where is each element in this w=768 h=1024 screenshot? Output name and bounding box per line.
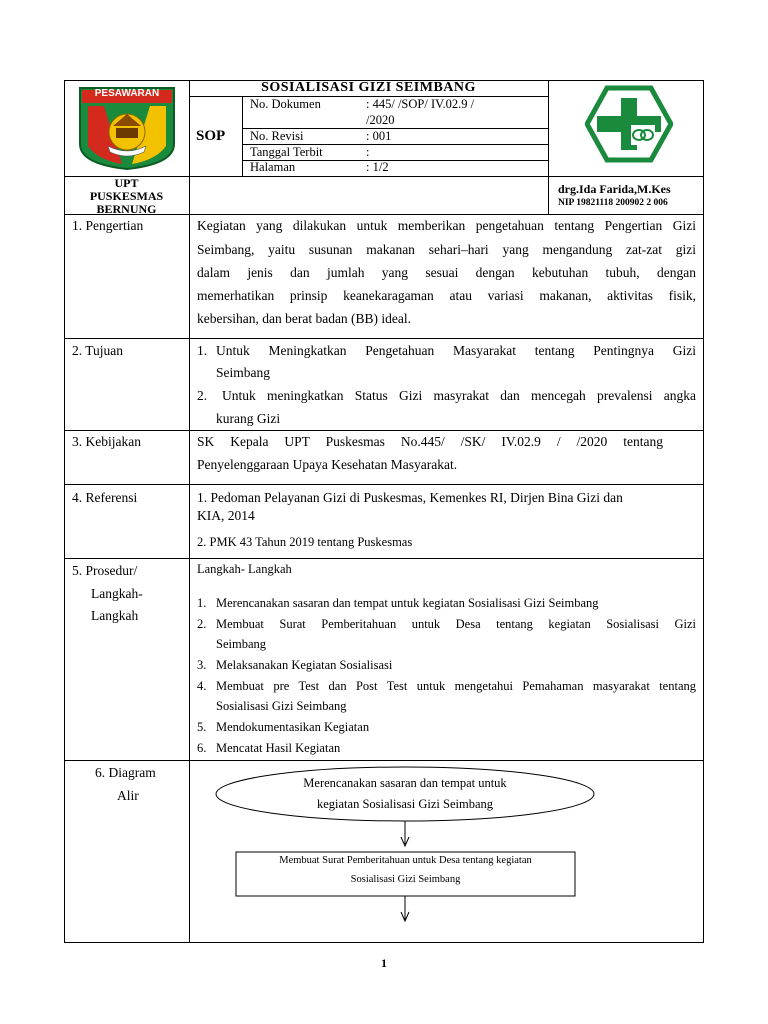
field-value-no-dokumen: : 445/ /SOP/ IV.02.9 / (366, 97, 475, 111)
sop-label: SOP (196, 128, 226, 144)
prosedur-step-2-line-1: Membuat Surat Pemberitahuan untuk Desa tentang kegiatan Sosialisasi Gizi (216, 617, 696, 631)
label-referensi: 4. Referensi (72, 490, 138, 505)
field-label-tanggal-terbit: Tanggal Terbit (250, 145, 323, 159)
pengertian-line-1: Kegiatan yang dilakukan untuk memberikan pengetahuan tentang Pengertian Gizi (197, 218, 696, 233)
label-pengertian: 1. Pengertian (72, 218, 144, 233)
tujuan-item-2-line-2: kurang Gizi (216, 411, 281, 426)
tujuan-item-1-line-2: Seimbang (216, 365, 270, 380)
flow-node-1-line-1: Merencanakan sasaran dan tempat untuk (303, 776, 507, 790)
label-tujuan: 2. Tujuan (72, 343, 124, 358)
prosedur-step-3-number: 3. (197, 658, 207, 672)
kebijakan-line-1: SK Kepala UPT Puskesmas No.445/ /SK/ IV.02.9 / /2020 tentang (197, 434, 663, 449)
prosedur-step-4-number: 4. (197, 679, 207, 693)
field-value-halaman: : 1/2 (366, 160, 389, 174)
pengertian-line-4: memerhatikan prinsip keanekaragaman atau variasi makanan, aktivitas fisik, (197, 288, 696, 303)
prosedur-step-2-line-2: Seimbang (216, 637, 266, 651)
label-diagram-2: Alir (117, 788, 139, 803)
table-border-bottom (64, 942, 704, 943)
prosedur-step-5-number: 5. (197, 720, 207, 734)
field-value-tanggal-terbit: : (366, 145, 370, 159)
table-border-right (703, 80, 704, 943)
page-number: 1 (381, 956, 387, 970)
prosedur-step-3-line-1: Melaksanakan Kegiatan Sosialisasi (216, 658, 393, 672)
tujuan-item-1-number: 1. (197, 343, 208, 358)
label-diagram-1: 6. Diagram (95, 765, 156, 780)
flow-node-2-line-2: Sosialisasi Gizi Seimbang (350, 874, 461, 885)
pesawaran-logo-text: PESAWARAN (94, 88, 160, 99)
field-value-no-revisi: : 001 (366, 129, 392, 143)
prosedur-step-6-number: 6. (197, 741, 207, 755)
flow-node-2-line-1: Membuat Surat Pemberitahuan untuk Desa tentang kegiatan (279, 855, 532, 866)
label-kebijakan: 3. Kebijakan (72, 434, 141, 449)
signer-nip: NIP 19821118 200902 2 006 (558, 198, 668, 208)
section-line-kebijakan (64, 430, 703, 431)
document-title: SOSIALISASI GIZI SEIMBANG (261, 80, 476, 95)
signer-name: drg.Ida Farida,M.Kes (558, 182, 671, 196)
referensi-line-3: 2. PMK 43 Tahun 2019 tentang Puskesmas (197, 535, 413, 549)
prosedur-step-1-line-1: Merencanakan sasaran dan tempat untuk kegiatan Sosialisasi Gizi Seimbang (216, 596, 599, 610)
pengertian-line-5: kebersihan, dan berat badan (BB) ideal. (197, 311, 412, 326)
tujuan-item-2-line-1: Untuk meningkatkan Status Gizi masyrakat dan mencegah prevalensi angka (222, 388, 696, 403)
kebijakan-line-2: Penyelenggaraan Upaya Kesehatan Masyarakat. (197, 457, 458, 472)
prosedur-intro: Langkah- Langkah (197, 562, 292, 576)
section-line-prosedur (64, 558, 703, 559)
prosedur-step-5-line-1: Mendokumentasikan Kegiatan (216, 720, 370, 734)
tujuan-item-2-number: 2. (197, 388, 208, 403)
org-name-line-2: PUSKESMAS (89, 189, 164, 203)
health-cross-logo (585, 84, 673, 164)
prosedur-step-4-line-1: Membuat pre Test dan Post Test untuk mengetahui Pemahaman masyarakat tentang (216, 679, 696, 693)
header-divider-sop (242, 96, 243, 176)
label-prosedur-2: Langkah- (91, 586, 143, 601)
pengertian-line-2: Seimbang, yaitu susunan makanan sehari–hari yang mengandung zat-zat gizi (197, 242, 696, 257)
field-value-no-dokumen-cont: /2020 (366, 113, 395, 127)
prosedur-step-2-number: 2. (197, 617, 207, 631)
prosedur-step-4-line-2: Sosialisasi Gizi Seimbang (216, 699, 347, 713)
field-label-no-dokumen: No. Dokumen (250, 97, 321, 111)
flow-node-1-line-2: kegiatan Sosialisasi Gizi Seimbang (316, 797, 493, 811)
field-label-no-revisi: No. Revisi (250, 129, 304, 143)
org-name-line-3: BERNUNG (96, 202, 157, 216)
header-divider-right (548, 80, 549, 215)
label-prosedur-1: 5. Prosedur/ (72, 563, 138, 578)
field-label-halaman: Halaman (250, 160, 296, 174)
prosedur-step-6-line-1: Mencatat Hasil Kegiatan (216, 741, 341, 755)
label-prosedur-3: Langkah (91, 608, 139, 623)
tujuan-item-1-line-1: Untuk Meningkatkan Pengetahuan Masyarakat tentang Pentingnya Gizi (216, 343, 696, 358)
section-line-tujuan (64, 338, 703, 339)
referensi-line-1: 1. Pedoman Pelayanan Gizi di Puskesmas, Kemenkes RI, Dirjen Bina Gizi dan (197, 490, 623, 505)
pengertian-line-3: dalam jenis dan jumlah yang sesuai dengan kebutuhan tubuh, dengan (197, 265, 696, 280)
referensi-line-2: KIA, 2014 (197, 508, 255, 523)
section-line-referensi (64, 484, 703, 485)
org-name-line-1: UPT (114, 176, 139, 190)
prosedur-step-1-number: 1. (197, 596, 207, 610)
